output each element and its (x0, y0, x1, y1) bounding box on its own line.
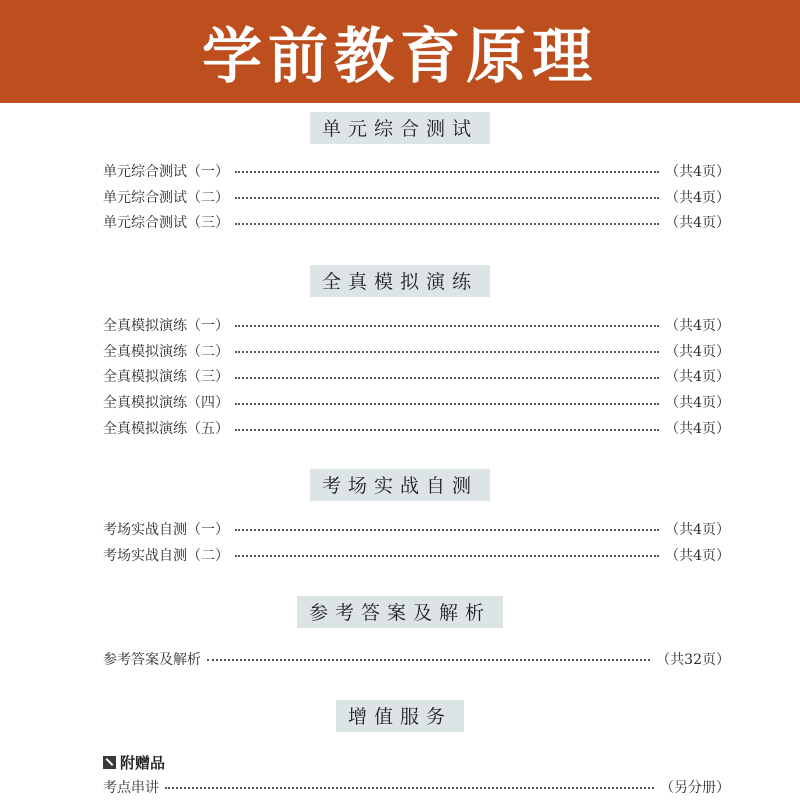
dot-leader (165, 786, 654, 789)
dot-leader (235, 554, 659, 557)
toc-entry[interactable] (103, 516, 730, 542)
toc-entry-title: 全真模拟演练（一） (103, 317, 229, 334)
bonus-heading (103, 752, 165, 773)
toc-list-value-added (103, 774, 730, 800)
toc-list-unit-tests (103, 158, 730, 235)
toc-entry[interactable] (103, 389, 730, 415)
toc-entry-pages: （共4页） (665, 421, 730, 438)
square-icon (103, 756, 116, 769)
section-header-value-added (0, 700, 800, 732)
dot-leader (235, 222, 659, 225)
dot-leader (235, 528, 659, 531)
toc-entry-pages: （共4页） (665, 547, 730, 564)
section-header-mock-exams (0, 265, 800, 297)
section-label: 考场实战自测 (310, 469, 490, 501)
toc-entry-pages: （共4页） (665, 343, 730, 360)
toc-entry[interactable] (103, 774, 730, 800)
section-label: 增值服务 (336, 700, 464, 732)
toc-entry-pages: （共32页） (656, 651, 730, 668)
dot-leader (235, 402, 659, 405)
section-label: 参考答案及解析 (297, 596, 503, 628)
toc-entry-title: 单元综合测试（三） (103, 215, 229, 232)
toc-entry-title: 全真模拟演练（五） (103, 421, 229, 438)
toc-entry-pages: （共4页） (665, 317, 730, 334)
toc-list-self-tests (103, 516, 730, 568)
toc-entry-pages: （共4页） (665, 215, 730, 232)
toc-entry[interactable] (103, 312, 730, 338)
toc-entry[interactable] (103, 338, 730, 364)
toc-entry[interactable] (103, 415, 730, 441)
title-banner (0, 0, 800, 103)
dot-leader (207, 658, 650, 661)
dot-leader (235, 324, 659, 327)
bonus-label: 附赠品 (120, 754, 166, 772)
toc-list-answers (103, 646, 730, 672)
toc-list-mock-exams (103, 312, 730, 441)
toc-entry-pages: （共4页） (665, 189, 730, 206)
book-title: 学前教育原理 (202, 21, 598, 92)
dot-leader (235, 428, 659, 431)
section-label: 全真模拟演练 (310, 265, 490, 297)
dot-leader (235, 376, 659, 379)
toc-entry[interactable] (103, 158, 730, 184)
toc-entry-title: 全真模拟演练（三） (103, 369, 229, 386)
toc-entry-pages: （共4页） (665, 521, 730, 538)
toc-entry[interactable] (103, 184, 730, 210)
toc-entry-title: 全真模拟演练（四） (103, 395, 229, 412)
section-header-unit-tests (0, 112, 800, 144)
section-header-self-tests (0, 469, 800, 501)
toc-entry-title: 考场实战自测（一） (103, 521, 229, 538)
toc-entry-title: 单元综合测试（一） (103, 163, 229, 180)
toc-entry[interactable] (103, 210, 730, 236)
toc-entry-title: 全真模拟演练（二） (103, 343, 229, 360)
toc-entry-pages: （共4页） (665, 163, 730, 180)
toc-entry-title: 考点串讲 (103, 779, 159, 796)
dot-leader (235, 350, 659, 353)
section-label: 单元综合测试 (310, 112, 490, 144)
dot-leader (235, 196, 659, 199)
toc-entry[interactable] (103, 364, 730, 390)
toc-entry-title: 单元综合测试（二） (103, 189, 229, 206)
toc-entry[interactable] (103, 542, 730, 568)
toc-entry-pages: （另分册） (660, 779, 730, 796)
toc-entry-pages: （共4页） (665, 395, 730, 412)
toc-entry-pages: （共4页） (665, 369, 730, 386)
toc-entry-title: 考场实战自测（二） (103, 547, 229, 564)
toc-entry[interactable] (103, 646, 730, 672)
toc-entry-title: 参考答案及解析 (103, 651, 201, 668)
section-header-answers (0, 596, 800, 628)
dot-leader (235, 170, 659, 173)
